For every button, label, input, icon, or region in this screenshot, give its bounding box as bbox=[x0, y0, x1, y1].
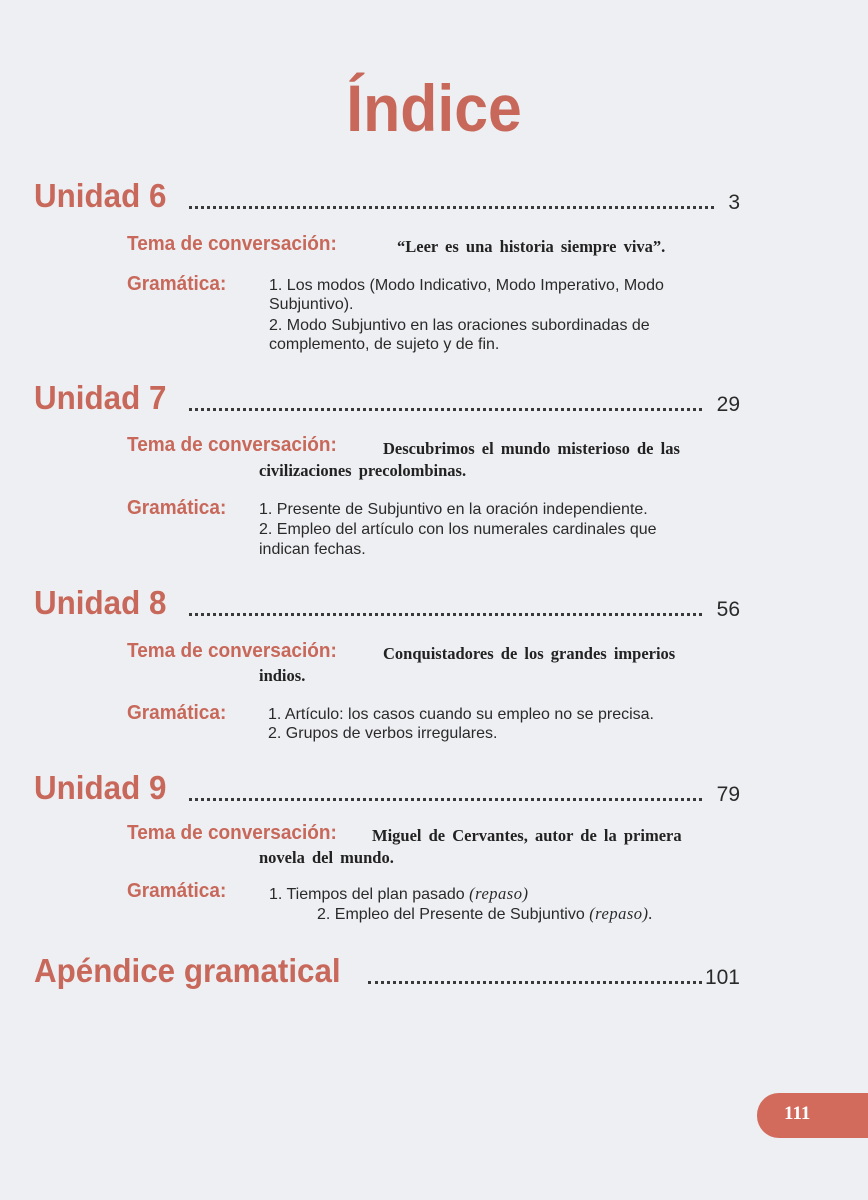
grammar-item: 2. Modo Subjuntivo en las oraciones subordinadas de bbox=[269, 317, 650, 334]
grammar-item-text: 1. Tiempos del plan pasado bbox=[269, 886, 465, 903]
topic-label: Tema de conversación: bbox=[127, 233, 337, 255]
page-number: 3 bbox=[728, 191, 740, 214]
grammar-label: Gramática: bbox=[127, 273, 227, 295]
topic-text: novela del mundo. bbox=[259, 848, 394, 867]
grammar-item: 2. Grupos de verbos irregulares. bbox=[268, 725, 498, 742]
topic-text: indios. bbox=[259, 666, 306, 685]
page-number-label: 111 bbox=[784, 1103, 811, 1124]
grammar-item bbox=[269, 884, 528, 905]
toc-entry-unit-6[interactable] bbox=[34, 175, 740, 215]
grammar-item: indican fechas. bbox=[259, 541, 366, 558]
dot-leader bbox=[189, 613, 702, 616]
appendix-title: Apéndice gramatical bbox=[34, 952, 341, 989]
unit-title: Unidad 7 bbox=[34, 379, 167, 416]
topic-text: civilizaciones precolombinas. bbox=[259, 461, 467, 480]
grammar-label: Gramática: bbox=[127, 702, 227, 724]
unit-title: Unidad 9 bbox=[34, 769, 167, 806]
topic-text: Conquistadores de los grandes imperios bbox=[383, 644, 676, 663]
unit-title: Unidad 6 bbox=[34, 177, 167, 214]
dot-leader bbox=[189, 798, 702, 801]
topic-label: Tema de conversación: bbox=[127, 434, 337, 456]
topic-text: “Leer es una historia siempre viva”. bbox=[397, 237, 666, 256]
grammar-item bbox=[317, 904, 653, 925]
dot-leader bbox=[189, 408, 702, 411]
page-number: 79 bbox=[716, 783, 740, 806]
page-title: Índice bbox=[346, 71, 522, 145]
page-number-tab bbox=[757, 1093, 868, 1138]
grammar-item: complemento, de sujeto y de fin. bbox=[269, 336, 500, 353]
topic-label: Tema de conversación: bbox=[127, 822, 337, 844]
page-number: 56 bbox=[716, 598, 740, 621]
grammar-label: Gramática: bbox=[127, 880, 227, 902]
toc-entry-unit-7[interactable] bbox=[34, 377, 740, 417]
topic-text: Miguel de Cervantes, autor de la primera bbox=[372, 826, 682, 845]
topic-label: Tema de conversación: bbox=[127, 640, 337, 662]
unit-title: Unidad 8 bbox=[34, 584, 167, 621]
grammar-item: 1. Los modos (Modo Indicativo, Modo Imperativo, Modo bbox=[269, 277, 664, 294]
page-number: 29 bbox=[716, 393, 740, 416]
page-number: 101 bbox=[704, 966, 740, 989]
toc-entry-unit-8[interactable] bbox=[34, 582, 740, 622]
topic-text: Descubrimos el mundo misterioso de las bbox=[383, 439, 680, 458]
dot-leader bbox=[189, 206, 714, 209]
grammar-item: 1. Presente de Subjuntivo en la oración independiente. bbox=[259, 501, 648, 518]
dot-leader bbox=[368, 981, 702, 984]
grammar-label: Gramática: bbox=[127, 497, 227, 519]
toc-entry-appendix[interactable] bbox=[34, 950, 740, 990]
grammar-item: 2. Empleo del artículo con los numerales cardinales que bbox=[259, 521, 657, 538]
grammar-item-text: 2. Empleo del Presente de Subjuntivo bbox=[317, 906, 585, 923]
grammar-note: (repaso) bbox=[469, 884, 529, 903]
grammar-item: 1. Artículo: los casos cuando su empleo no se precisa. bbox=[268, 706, 654, 723]
toc-entry-unit-9[interactable] bbox=[34, 767, 740, 807]
grammar-item: Subjuntivo). bbox=[269, 296, 354, 313]
grammar-note: (repaso). bbox=[589, 904, 654, 923]
